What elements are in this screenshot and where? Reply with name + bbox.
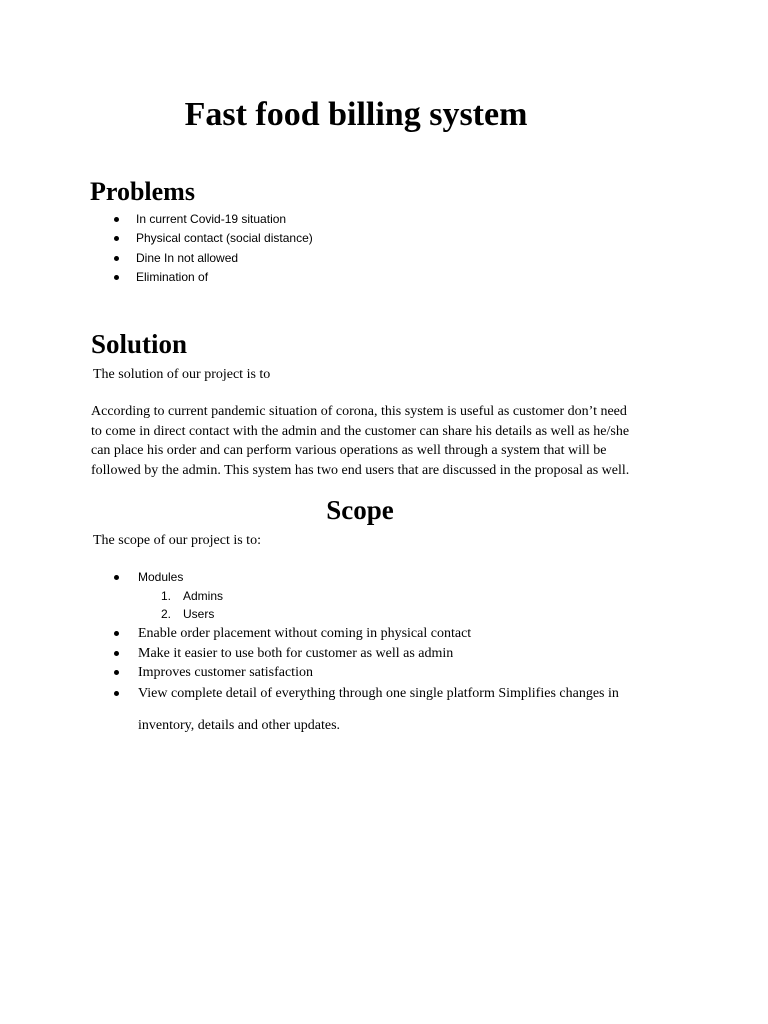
bullet-icon — [114, 670, 119, 675]
scope-item: Improves customer satisfaction — [110, 663, 619, 683]
scope-item: View complete detail of everything through one single platform Simplifies changes in — [110, 684, 619, 704]
modules-item: Modules — [110, 568, 223, 587]
module-admins: 1. Admins — [161, 588, 224, 603]
problem-item: Dine In not allowed — [110, 249, 313, 268]
problem-item: Elimination of — [110, 268, 313, 287]
problem-item: In current Covid-19 situation — [110, 210, 313, 229]
scope-list — [110, 624, 619, 703]
solution-heading: Solution — [91, 329, 188, 359]
scope-item-continuation: inventory, details and other updates. — [138, 718, 341, 733]
problem-item: Physical contact (social distance) — [110, 229, 313, 248]
problems-heading: Problems — [90, 177, 195, 206]
problems-list — [110, 210, 313, 288]
bullet-icon — [114, 256, 119, 261]
solution-intro: The solution of our project is to — [93, 367, 271, 382]
paragraph-line: can place his order and can perform various operations as well through a system that will be — [91, 443, 607, 458]
document-title: Fast food billing system — [184, 96, 528, 133]
module-users: 2. Users — [161, 607, 215, 621]
bullet-icon — [114, 236, 119, 241]
modules-list — [110, 568, 223, 624]
bullet-icon — [114, 651, 119, 656]
bullet-icon — [114, 691, 119, 696]
scope-item: Make it easier to use both for customer as well as admin — [110, 644, 619, 664]
bullet-icon — [114, 575, 119, 580]
bullet-icon — [114, 631, 119, 636]
scope-intro: The scope of our project is to: — [93, 533, 261, 548]
paragraph-line: According to current pandemic situation of corona, this system is useful as customer don’t need — [91, 404, 627, 419]
bullet-icon — [114, 275, 119, 280]
solution-paragraph — [91, 402, 629, 480]
scope-item: Enable order placement without coming in physical contact — [110, 624, 619, 644]
scope-heading: Scope — [326, 495, 394, 525]
bullet-icon — [114, 217, 119, 222]
paragraph-line: followed by the admin. This system has two end users that are discussed in the proposal as well. — [91, 462, 630, 478]
paragraph-line: to come in direct contact with the admin and the customer can share his details as well as he/she — [91, 423, 630, 439]
